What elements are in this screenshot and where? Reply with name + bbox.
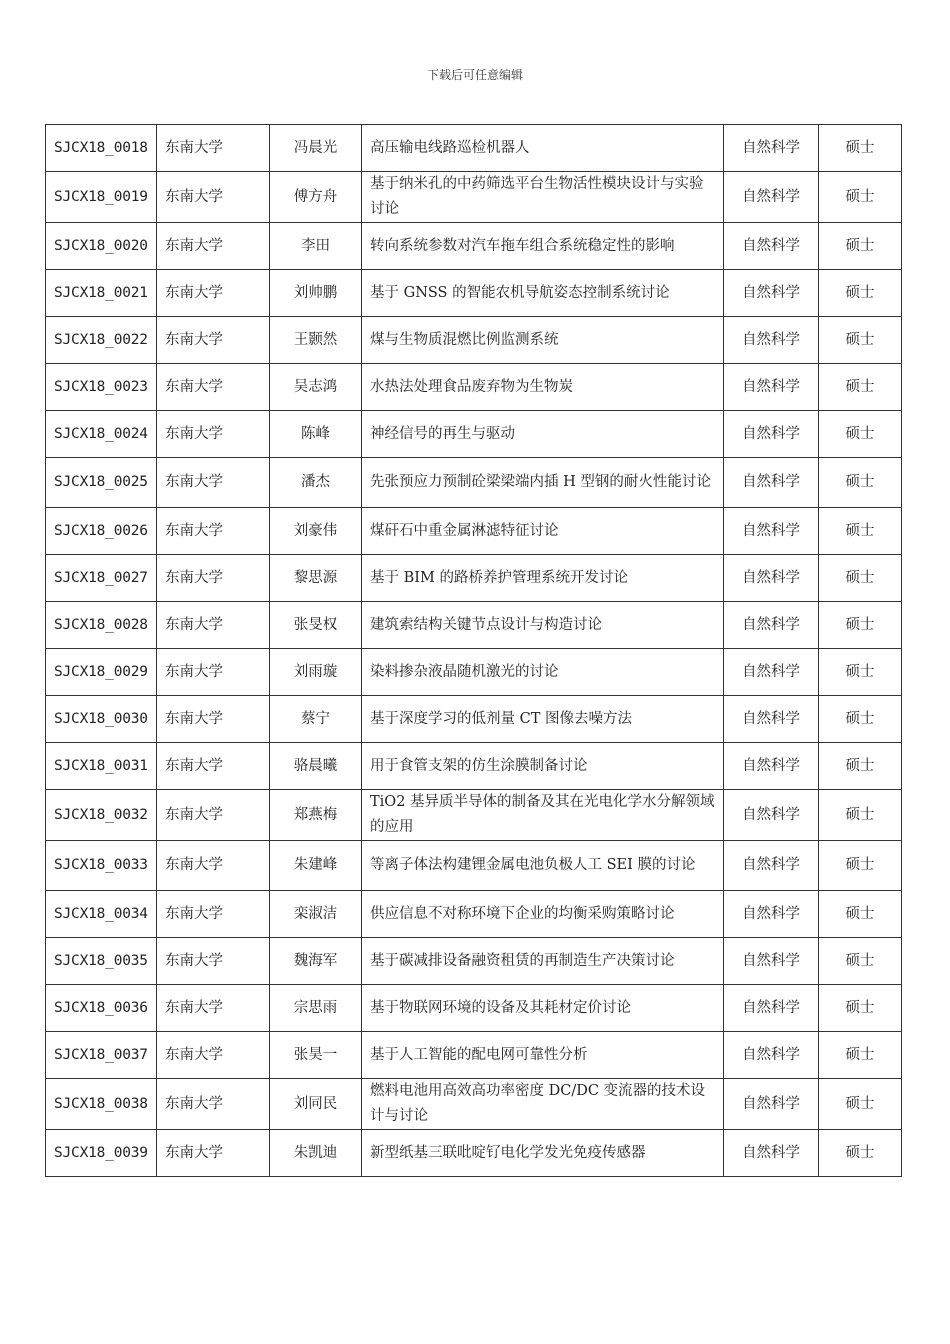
university-cell: 东南大学: [157, 125, 270, 172]
project-code-cell: SJCX18_0027: [46, 555, 157, 602]
degree-cell: 硕士: [819, 364, 902, 411]
university-cell: 东南大学: [157, 317, 270, 364]
degree-cell: 硕士: [819, 317, 902, 364]
student-name-cell: 朱凯迪: [270, 1130, 362, 1177]
category-cell: 自然科学: [724, 317, 819, 364]
category-cell: 自然科学: [724, 743, 819, 790]
project-title-cell: 供应信息不对称环境下企业的均衡采购策略讨论: [362, 891, 724, 938]
student-name-cell: 宗思雨: [270, 985, 362, 1032]
degree-cell: 硕士: [819, 841, 902, 891]
student-name-cell: 张昊一: [270, 1032, 362, 1079]
degree-cell: 硕士: [819, 602, 902, 649]
university-cell: 东南大学: [157, 891, 270, 938]
student-name-cell: 李田: [270, 223, 362, 270]
degree-cell: 硕士: [819, 125, 902, 172]
category-cell: 自然科学: [724, 364, 819, 411]
category-cell: 自然科学: [724, 602, 819, 649]
student-name-cell: 栾淑洁: [270, 891, 362, 938]
student-name-cell: 魏海军: [270, 938, 362, 985]
category-cell: 自然科学: [724, 458, 819, 508]
student-name-cell: 朱建峰: [270, 841, 362, 891]
project-title-cell: 基于物联网环境的设备及其耗材定价讨论: [362, 985, 724, 1032]
project-code-cell: SJCX18_0034: [46, 891, 157, 938]
student-name-cell: 潘杰: [270, 458, 362, 508]
page-header: 下载后可任意编辑: [426, 68, 523, 82]
project-code-cell: SJCX18_0038: [46, 1079, 157, 1130]
project-title-cell: 等离子体法构建锂金属电池负极人工 SEI 膜的讨论: [362, 841, 724, 891]
category-cell: 自然科学: [724, 938, 819, 985]
university-cell: 东南大学: [157, 555, 270, 602]
category-cell: 自然科学: [724, 555, 819, 602]
table-row: [46, 790, 902, 841]
project-code-cell: SJCX18_0032: [46, 790, 157, 841]
category-cell: 自然科学: [724, 1079, 819, 1130]
student-name-cell: 骆晨曦: [270, 743, 362, 790]
project-code-cell: SJCX18_0035: [46, 938, 157, 985]
project-title-cell: 水热法处理食品废弃物为生物炭: [362, 364, 724, 411]
project-code-cell: SJCX18_0025: [46, 458, 157, 508]
degree-cell: 硕士: [819, 411, 902, 458]
project-code-cell: SJCX18_0030: [46, 696, 157, 743]
project-code-cell: SJCX18_0036: [46, 985, 157, 1032]
project-code-cell: SJCX18_0029: [46, 649, 157, 696]
category-cell: 自然科学: [724, 891, 819, 938]
degree-cell: 硕士: [819, 458, 902, 508]
table-row: [46, 1032, 902, 1079]
university-cell: 东南大学: [157, 1032, 270, 1079]
university-cell: 东南大学: [157, 223, 270, 270]
table-row: [46, 1130, 902, 1177]
university-cell: 东南大学: [157, 1130, 270, 1177]
project-title-cell: 神经信号的再生与驱动: [362, 411, 724, 458]
project-title-cell: 高压输电线路巡检机器人: [362, 125, 724, 172]
project-code-cell: SJCX18_0019: [46, 172, 157, 223]
degree-cell: 硕士: [819, 1079, 902, 1130]
project-title-cell: TiO2 基异质半导体的制备及其在光电化学水分解领域的应用: [362, 790, 724, 841]
project-title-cell: 先张预应力预制砼梁梁端内插 H 型钢的耐火性能讨论: [362, 458, 724, 508]
project-title-cell: 染料掺杂液晶随机激光的讨论: [362, 649, 724, 696]
university-cell: 东南大学: [157, 411, 270, 458]
table-row: [46, 891, 902, 938]
student-name-cell: 黎思源: [270, 555, 362, 602]
student-name-cell: 王颢然: [270, 317, 362, 364]
table-row: [46, 743, 902, 790]
category-cell: 自然科学: [724, 508, 819, 555]
table-row: [46, 602, 902, 649]
university-cell: 东南大学: [157, 1079, 270, 1130]
table-row: [46, 125, 902, 172]
project-code-cell: SJCX18_0037: [46, 1032, 157, 1079]
student-name-cell: 吴志鸿: [270, 364, 362, 411]
university-cell: 东南大学: [157, 938, 270, 985]
university-cell: 东南大学: [157, 270, 270, 317]
university-cell: 东南大学: [157, 743, 270, 790]
project-code-cell: SJCX18_0039: [46, 1130, 157, 1177]
university-cell: 东南大学: [157, 649, 270, 696]
degree-cell: 硕士: [819, 891, 902, 938]
university-cell: 东南大学: [157, 508, 270, 555]
project-code-cell: SJCX18_0023: [46, 364, 157, 411]
degree-cell: 硕士: [819, 172, 902, 223]
project-code-cell: SJCX18_0021: [46, 270, 157, 317]
university-cell: 东南大学: [157, 790, 270, 841]
table-row: [46, 508, 902, 555]
table-row: [46, 938, 902, 985]
table-row: [46, 411, 902, 458]
category-cell: 自然科学: [724, 985, 819, 1032]
table-row: [46, 223, 902, 270]
student-name-cell: 刘雨璇: [270, 649, 362, 696]
project-code-cell: SJCX18_0022: [46, 317, 157, 364]
university-cell: 东南大学: [157, 841, 270, 891]
project-title-cell: 基于 GNSS 的智能农机导航姿态控制系统讨论: [362, 270, 724, 317]
degree-cell: 硕士: [819, 223, 902, 270]
category-cell: 自然科学: [724, 125, 819, 172]
table-row: [46, 841, 902, 891]
degree-cell: 硕士: [819, 270, 902, 317]
degree-cell: 硕士: [819, 938, 902, 985]
student-name-cell: 傅方舟: [270, 172, 362, 223]
degree-cell: 硕士: [819, 555, 902, 602]
student-name-cell: 刘豪伟: [270, 508, 362, 555]
university-cell: 东南大学: [157, 696, 270, 743]
projects-table-body: [46, 125, 902, 1177]
degree-cell: 硕士: [819, 1130, 902, 1177]
student-name-cell: 蔡宁: [270, 696, 362, 743]
student-name-cell: 张旻权: [270, 602, 362, 649]
category-cell: 自然科学: [724, 1130, 819, 1177]
category-cell: 自然科学: [724, 790, 819, 841]
table-row: [46, 172, 902, 223]
university-cell: 东南大学: [157, 172, 270, 223]
student-name-cell: 刘同民: [270, 1079, 362, 1130]
project-code-cell: SJCX18_0020: [46, 223, 157, 270]
student-name-cell: 刘帅鹏: [270, 270, 362, 317]
category-cell: 自然科学: [724, 841, 819, 891]
category-cell: 自然科学: [724, 172, 819, 223]
student-name-cell: 冯晨光: [270, 125, 362, 172]
project-code-cell: SJCX18_0026: [46, 508, 157, 555]
project-title-cell: 基于人工智能的配电网可靠性分析: [362, 1032, 724, 1079]
project-title-cell: 煤矸石中重金属淋滤特征讨论: [362, 508, 724, 555]
project-title-cell: 转向系统参数对汽车拖车组合系统稳定性的影响: [362, 223, 724, 270]
category-cell: 自然科学: [724, 696, 819, 743]
degree-cell: 硕士: [819, 985, 902, 1032]
degree-cell: 硕士: [819, 743, 902, 790]
table-row: [46, 458, 902, 508]
degree-cell: 硕士: [819, 649, 902, 696]
category-cell: 自然科学: [724, 223, 819, 270]
table-row: [46, 317, 902, 364]
university-cell: 东南大学: [157, 602, 270, 649]
project-code-cell: SJCX18_0033: [46, 841, 157, 891]
degree-cell: 硕士: [819, 1032, 902, 1079]
degree-cell: 硕士: [819, 696, 902, 743]
table-row: [46, 270, 902, 317]
table-row: [46, 555, 902, 602]
projects-table: [45, 124, 902, 1177]
project-title-cell: 基于深度学习的低剂量 CT 图像去噪方法: [362, 696, 724, 743]
degree-cell: 硕士: [819, 790, 902, 841]
project-title-cell: 用于食管支架的仿生涂膜制备讨论: [362, 743, 724, 790]
table-row: [46, 696, 902, 743]
project-code-cell: SJCX18_0018: [46, 125, 157, 172]
student-name-cell: 陈峰: [270, 411, 362, 458]
project-title-cell: 煤与生物质混燃比例监测系统: [362, 317, 724, 364]
project-code-cell: SJCX18_0028: [46, 602, 157, 649]
table-row: [46, 364, 902, 411]
project-title-cell: 燃料电池用高效高功率密度 DC/DC 变流器的技术设计与讨论: [362, 1079, 724, 1130]
student-name-cell: 郑燕梅: [270, 790, 362, 841]
university-cell: 东南大学: [157, 985, 270, 1032]
degree-cell: 硕士: [819, 508, 902, 555]
category-cell: 自然科学: [724, 411, 819, 458]
project-title-cell: 基于 BIM 的路桥养护管理系统开发讨论: [362, 555, 724, 602]
project-title-cell: 基于碳减排设备融资租赁的再制造生产决策讨论: [362, 938, 724, 985]
table-row: [46, 1079, 902, 1130]
category-cell: 自然科学: [724, 1032, 819, 1079]
project-title-cell: 基于纳米孔的中药筛选平台生物活性模块设计与实验讨论: [362, 172, 724, 223]
university-cell: 东南大学: [157, 364, 270, 411]
table-row: [46, 985, 902, 1032]
table-row: [46, 649, 902, 696]
category-cell: 自然科学: [724, 270, 819, 317]
university-cell: 东南大学: [157, 458, 270, 508]
category-cell: 自然科学: [724, 649, 819, 696]
project-code-cell: SJCX18_0031: [46, 743, 157, 790]
project-title-cell: 建筑索结构关键节点设计与构造讨论: [362, 602, 724, 649]
project-title-cell: 新型纸基三联吡啶钌电化学发光免疫传感器: [362, 1130, 724, 1177]
project-code-cell: SJCX18_0024: [46, 411, 157, 458]
